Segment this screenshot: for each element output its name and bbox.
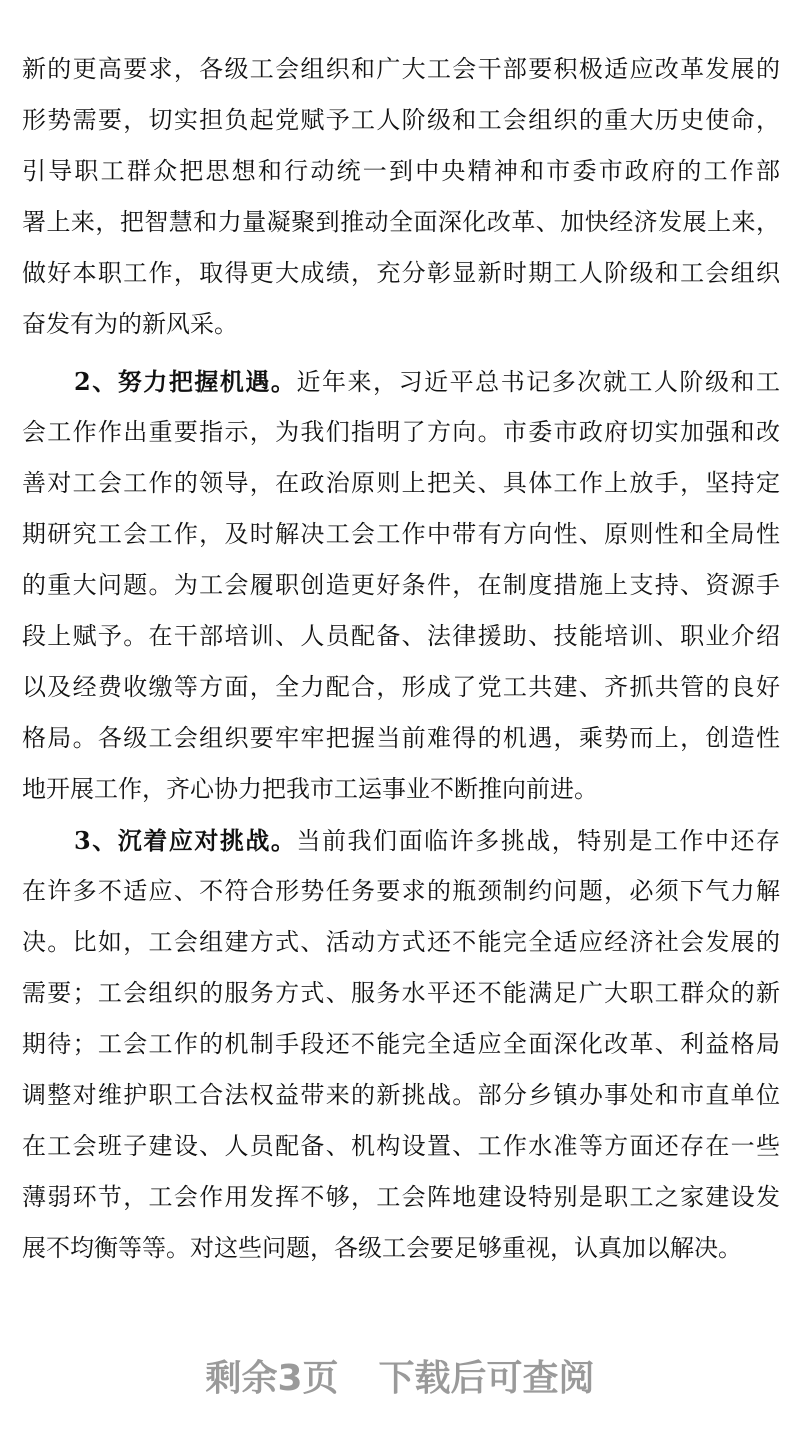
text-line: 需要；工会组织的服务方式、服务水平还不能满足广大职工群众的新	[22, 979, 780, 1007]
text-line: 奋发有为的新风采。	[22, 310, 238, 338]
text-line: 新的更高要求，各级工会组织和广大工会干部要积极适应改革发展的	[22, 55, 780, 83]
text-line: 格局。各级工会组织要牢牢把握当前难得的机遇，乘势而上，创造性	[22, 724, 780, 752]
text-line: 期待；工会工作的机制手段还不能完全适应全面深化改革、利益格局	[22, 1030, 780, 1058]
text-line: 善对工会工作的领导，在政治原则上把关、具体工作上放手，坚持定	[22, 469, 780, 497]
text-line: 形势需要，切实担负起党赋予工人阶级和工会组织的重大历史使命，	[22, 106, 780, 134]
text-line: 段上赋予。在干部培训、人员配备、法律援助、技能培训、职业介绍	[22, 622, 780, 650]
text-line: 署上来，把智慧和力量凝聚到推动全面深化改革、加快经济发展上来，	[22, 208, 780, 236]
text-line: 薄弱环节，工会作用发挥不够，工会阵地建设特别是职工之家建设发	[22, 1183, 780, 1211]
text-line: 调整对维护职工合法权益带来的新挑战。部分乡镇办事处和市直单位	[22, 1081, 780, 1109]
text-line: 在许多不适应、不符合形势任务要求的瓶颈制约问题，必须下气力解	[22, 877, 780, 905]
text-line: 引导职工群众把思想和行动统一到中央精神和市委市政府的工作部	[22, 157, 780, 185]
text-line: 决。比如，工会组建方式、活动方式还不能完全适应经济社会发展的	[22, 928, 780, 956]
text-line: 展不均衡等等。对这些问题，各级工会要足够重视，认真加以解决。	[22, 1234, 742, 1262]
text-span: 当前我们面临许多挑战，特别是工作中还存	[296, 827, 780, 855]
download-hint-label[interactable]: 下载后可查阅	[378, 1358, 595, 1399]
text-line: 会工作作出重要指示，为我们指明了方向。市委市政府切实加强和改	[22, 418, 780, 446]
text-line	[22, 815, 780, 866]
paragraph-3	[22, 815, 780, 1274]
text-line: 的重大问题。为工会履职创造更好条件，在制度措施上支持、资源手	[22, 571, 780, 599]
text-line: 在工会班子建设、人员配备、机构设置、工作水准等方面还存在一些	[22, 1132, 780, 1160]
text-line: 期研究工会工作，及时解决工会工作中带有方向性、原则性和全局性	[22, 520, 780, 548]
download-prompt[interactable]	[0, 1350, 800, 1401]
text-line: 做好本职工作，取得更大成绩，充分彰显新时期工人阶级和工会组织	[22, 259, 780, 287]
section-heading: 2、努力把握机遇。	[74, 367, 297, 396]
remaining-pages-label[interactable]: 剩余3页	[205, 1358, 339, 1399]
paragraph-1	[22, 44, 780, 350]
paragraph-2	[22, 356, 780, 815]
text-line	[22, 356, 780, 407]
section-heading: 3、沉着应对挑战。	[74, 826, 297, 855]
text-line: 以及经费收缴等方面，全力配合，形成了党工共建、齐抓共管的良好	[22, 673, 780, 701]
text-span: 近年来，习近平总书记多次就工人阶级和工	[296, 368, 780, 396]
text-line: 地开展工作，齐心协力把我市工运事业不断推向前进。	[22, 775, 598, 803]
